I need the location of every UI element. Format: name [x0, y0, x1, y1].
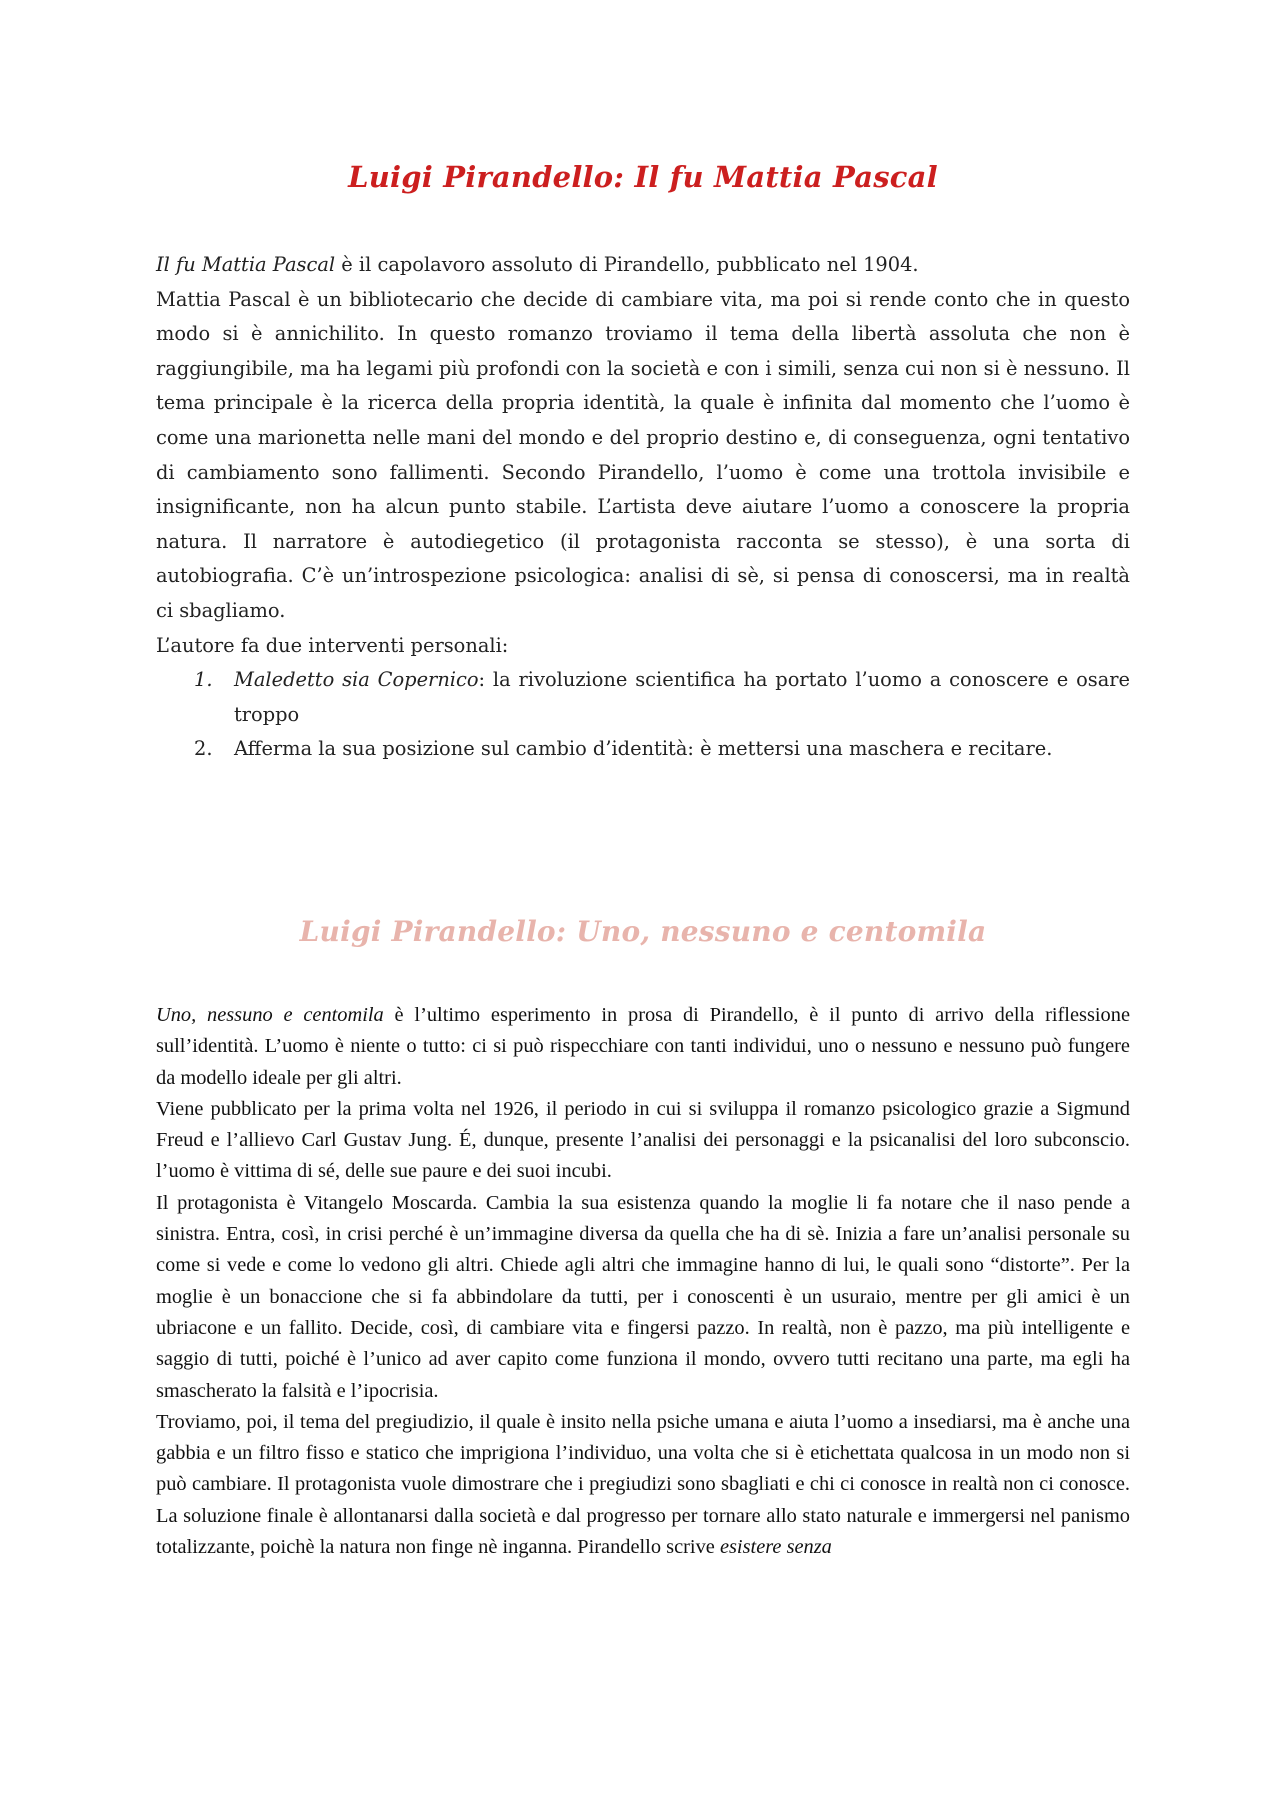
section-title-mattia-pascal: Luigi Pirandello: Il fu Mattia Pascal: [348, 160, 938, 194]
list-item-text: Afferma la sua posizione sul cambio d’identità: è mettersi una maschera e recitare.: [234, 737, 1053, 761]
list-item: [194, 732, 1130, 767]
paragraph-3: Il protagonista è Vitangelo Moscarda. Cambia la sua esistenza quando la moglie li fa notare che il naso pende a sinistra. Entra, così, in crisi perché è un’immagine diversa da quella che ha di sè. Inizia a fare un’analisi personale su come si vede e come lo vedono gli altri. Chiede agli altri che immagine hanno di lui, le quali sono “distorte”. Per la moglie è un bonaccione che si fa abbindolare da tutti, per i conoscenti è un usuraio, mentre per gli amici è un ubriacone e un fallito. Decide, così, di cambiare vita e fingersi pazzo. In realtà, non è pazzo, ma più intelligente e saggio di tutti, poiché è l’unico ad aver capito come funziona il mondo, ovvero tutti recitano una parte, ma egli ha smascherato la falsità e l’ipocrisia.: [156, 1191, 1130, 1402]
list-number: 1.: [194, 668, 213, 692]
intro-text: è il capolavoro assoluto di Pirandello, pubblicato nel 1904.: [335, 253, 919, 276]
section-mattia-pascal: [156, 248, 1130, 767]
section-title-uno-nessuno: Luigi Pirandello: Uno, nessuno e centomila: [299, 915, 987, 948]
paragraph-1-text: è l’ultimo esperimento in prosa di Pirandello, è il punto di arrivo della riflessione sull’identità. L’uomo è niente o tutto: ci si può rispecchiare con tanti individui, uno o nessuno e nessuno può fungere da modello ideale per gli altri.: [156, 1004, 1131, 1089]
section-uno-nessuno: [156, 1000, 1130, 1563]
paragraph-4: [156, 1407, 1130, 1563]
list-number: 2.: [194, 737, 213, 761]
list-item: [194, 663, 1131, 732]
quote-italic: esistere senza: [719, 1536, 832, 1559]
paragraph-1: [156, 1000, 1130, 1094]
body-paragraph: Mattia Pascal è un bibliotecario che decide di cambiare vita, ma poi si rende conto che in questo modo si è annichilito. In questo romanzo troviamo il tema della libertà assoluta che non è raggiungibile, ma ha legami più profondi con la società e con i simili, senza cui non si è nessuno. Il tema principale è la ricerca della propria identità, la quale è infinita dal momento che l’uomo è come una marionetta nelle mani del mondo e del proprio destino e, di conseguenza, ogni tentativo di cambiamento sono fallimenti. Secondo Pirandello, l’uomo è come una trottola invisibile e insignificante, non ha alcun punto stabile. L’artista deve aiutare l’uomo a conoscere la propria natura. Il narratore è autodiegetico (il protagonista racconta se stesso), è una sorta di autobiografia. C’è un’introspezione psicologica: analisi di sè, si pensa di conoscersi, ma in realtà ci sbagliamo.: [156, 287, 1130, 622]
list-intro: L’autore fa due interventi personali:: [156, 633, 509, 657]
numbered-list: [156, 663, 1130, 767]
list-item-italic: Maledetto sia Copernico: [234, 668, 479, 692]
list-item-text: : la rivoluzione scientifica ha portato l’uomo a conoscere e osare troppo: [234, 668, 1131, 726]
intro-paragraph: [156, 248, 1130, 283]
book-title-italic: Il fu Mattia Pascal: [156, 253, 336, 276]
paragraph-2: Viene pubblicato per la prima volta nel 1926, il periodo in cui si sviluppa il romanzo psicologico grazie a Sigmund Freud e l’allievo Carl Gustav Jung. É, dunque, presente l’analisi dei personaggi e la psicanalisi del loro subconscio. l’uomo è vittima di sé, delle sue paure e dei suoi incubi.: [156, 1097, 1130, 1183]
paragraph-4-text: Troviamo, poi, il tema del pregiudizio, il quale è insito nella psiche umana e aiuta l’uomo a insediarsi, ma è anche una gabbia e un filtro fisso e statico che imprigiona l’individuo, una volta che si è etichettata qualcosa in un modo non si può cambiare. Il protagonista vuole dimostrare che i pregiudizi sono sbagliati e chi ci conosce in realtà non ci conosce. La soluzione finale è allontanarsi dalla società e dal progresso per tornare allo stato naturale e immergersi nel panismo totalizzante, poichè la natura non finge nè inganna. Pirandello scrive: [156, 1410, 1130, 1559]
book-title-italic: Uno, nessuno e centomila: [156, 1004, 384, 1026]
